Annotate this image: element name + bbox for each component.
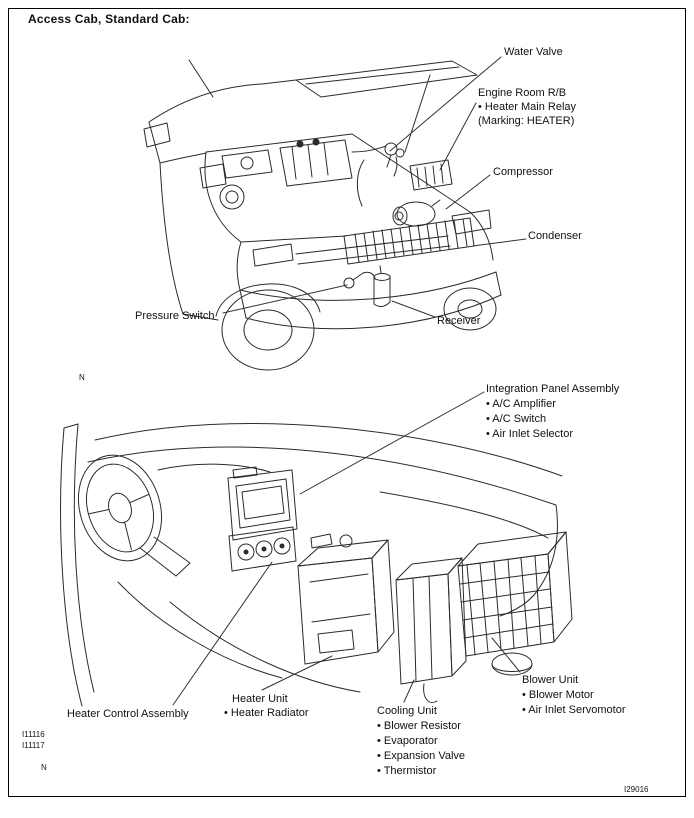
- water-valve-part: [385, 143, 404, 176]
- label-cooling-unit-item-2: • Evaporator: [377, 735, 438, 747]
- page-title: Access Cab, Standard Cab:: [28, 12, 190, 26]
- label-integration-panel: [486, 382, 619, 442]
- label-receiver: Receiver: [437, 315, 481, 327]
- label-condenser: Condenser: [528, 230, 582, 242]
- receiver-part: [374, 266, 390, 307]
- label-cooling-unit-item-4: • Thermistor: [377, 765, 437, 777]
- steering-column: [140, 537, 190, 576]
- label-heater-unit-title: Heater Unit: [232, 693, 288, 705]
- label-cooling-unit-item-1: • Blower Resistor: [377, 720, 461, 732]
- label-pressure-switch: Pressure Switch: [135, 310, 215, 322]
- figure-code-1: I11116: [22, 730, 45, 739]
- label-engine-room-rb: [478, 86, 576, 128]
- label-heater-unit: [224, 692, 309, 720]
- relay-box-part: [410, 160, 452, 190]
- steering-wheel: [65, 444, 174, 571]
- label-blower-unit: [522, 673, 626, 718]
- open-hood: [296, 61, 477, 152]
- leader-lines: [173, 57, 526, 705]
- label-cooling-unit-title: Cooling Unit: [377, 705, 437, 717]
- leader-heater-control: [173, 562, 272, 705]
- pressure-switch-part: [344, 272, 375, 288]
- engine-bay-rim: [205, 134, 470, 242]
- label-heater-unit-item: • Heater Radiator: [224, 707, 309, 719]
- leader-integration-panel: [300, 392, 484, 494]
- truck-cab: [144, 60, 296, 320]
- label-blower-unit-item-2: • Air Inlet Servomotor: [522, 704, 626, 716]
- label-blower-unit-title: Blower Unit: [522, 674, 579, 686]
- leader-compressor: [446, 175, 490, 209]
- label-engine-room-rb-note: (Marking: HEATER): [478, 115, 575, 127]
- label-cooling-unit-item-3: • Expansion Valve: [377, 750, 466, 762]
- heater-unit-part: [298, 534, 394, 664]
- marker-n-top: N: [79, 373, 85, 382]
- leader-engine-room-rb: [440, 103, 476, 170]
- label-engine-room-rb-title: Engine Room R/B: [478, 87, 567, 99]
- marker-n-bottom: N: [41, 763, 47, 772]
- label-integration-panel-item-2: • A/C Switch: [486, 413, 547, 425]
- figure-codes: [22, 729, 45, 751]
- label-integration-panel-title: Integration Panel Assembly: [486, 383, 620, 395]
- leader-receiver: [392, 301, 435, 317]
- label-heater-control: Heater Control Assembly: [67, 708, 189, 720]
- compressor-part: [393, 200, 440, 226]
- leader-condenser: [473, 239, 526, 246]
- label-integration-panel-item-3: • Air Inlet Selector: [486, 428, 574, 440]
- integration-panel-part: [228, 467, 297, 540]
- label-compressor: Compressor: [493, 166, 553, 178]
- blower-unit-part: [458, 532, 572, 675]
- cooling-unit-part: [396, 558, 466, 702]
- leader-heater-unit: [262, 656, 332, 690]
- figure-code-2: I11117: [22, 741, 45, 750]
- label-cooling-unit: [377, 704, 465, 779]
- label-engine-room-rb-item: • Heater Main Relay: [478, 101, 577, 113]
- label-blower-unit-item-1: • Blower Motor: [522, 689, 594, 701]
- label-water-valve: Water Valve: [504, 46, 563, 58]
- heater-control-part: [229, 527, 296, 571]
- page-code: I29016: [624, 785, 649, 794]
- label-integration-panel-item-1: • A/C Amplifier: [486, 398, 556, 410]
- leader-blower-unit: [492, 638, 520, 672]
